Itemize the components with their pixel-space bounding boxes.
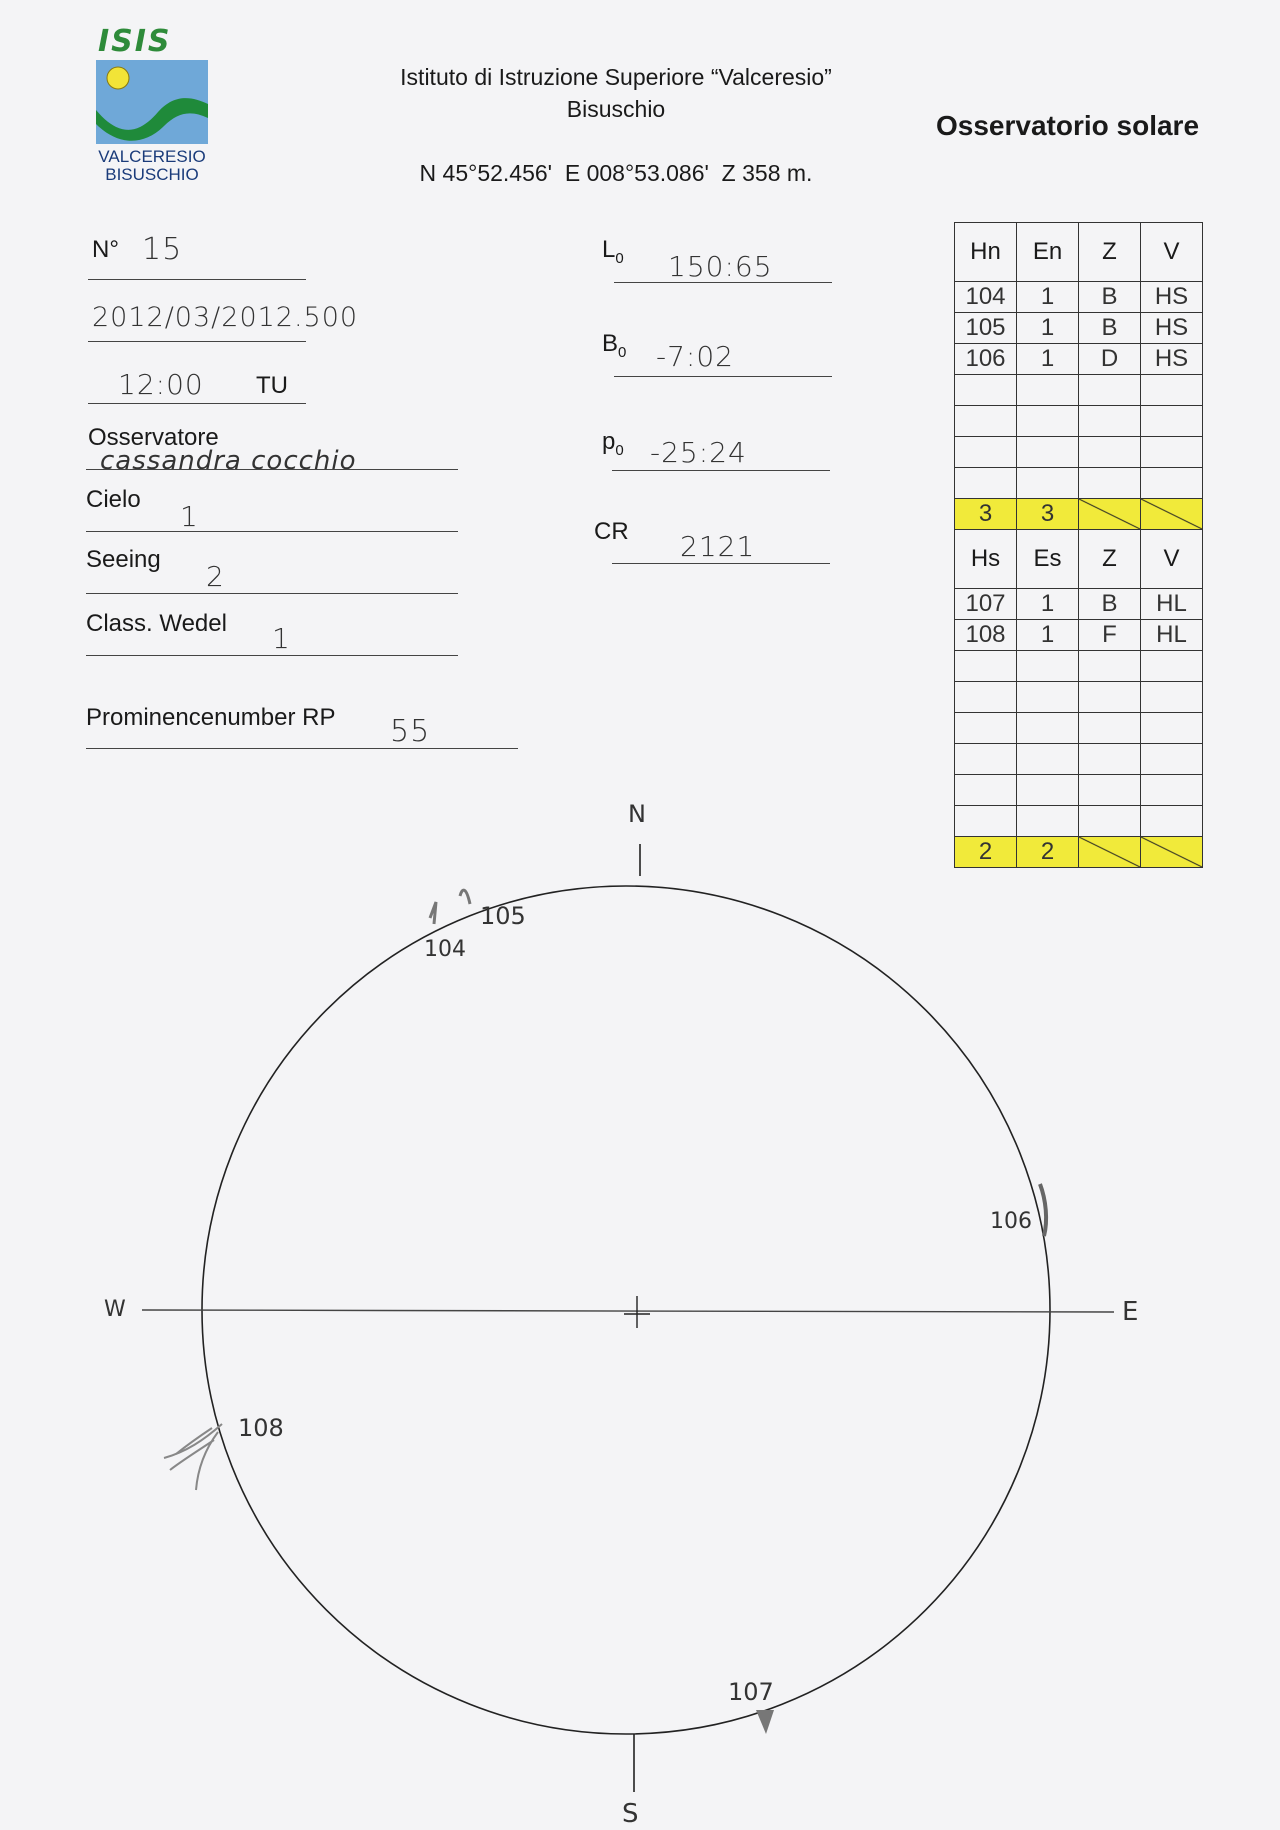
- b0-label: $B_0$: [602, 330, 627, 361]
- cell: 1: [1017, 313, 1079, 344]
- time-value: 12:00: [118, 368, 204, 401]
- sky-value: 1: [180, 500, 199, 533]
- observer-label: Osservatore: [88, 424, 219, 451]
- sky-label: Cielo: [86, 486, 141, 513]
- west-letter: W: [104, 1297, 126, 1322]
- number-value: 15: [142, 232, 183, 267]
- town-name: Bisuschio: [566, 96, 666, 122]
- cr-label: CR: [594, 518, 629, 545]
- prominence-105-mark: [460, 890, 470, 904]
- south-letter: S: [622, 1799, 639, 1829]
- cell: B: [1079, 282, 1141, 313]
- logo-caption: VALCERESIO BISUSCHIO: [98, 147, 206, 184]
- cell: HS: [1141, 313, 1203, 344]
- prominence-106-mark: [1040, 1184, 1046, 1236]
- wedel-value: 1: [272, 622, 291, 655]
- p0-label: $p_0$: [602, 428, 624, 459]
- east-letter: E: [1122, 1297, 1139, 1327]
- label-106: 106: [990, 1209, 1032, 1234]
- cell: B: [1079, 313, 1141, 344]
- cr-value: 2121: [680, 530, 756, 563]
- cell: 1: [1017, 282, 1079, 313]
- institute-name: Istituto di Istruzione Superiore “Valceresio”: [400, 64, 832, 90]
- header-v-south: V: [1141, 530, 1203, 589]
- page-title: Osservatorio solare: [936, 110, 1200, 141]
- total-es: 2: [1017, 837, 1079, 868]
- time-unit: TU: [256, 372, 288, 399]
- cell: 1: [1017, 344, 1079, 375]
- header-es: Es: [1017, 530, 1079, 589]
- cell: HL: [1141, 620, 1203, 651]
- p0-value: -25:24: [650, 436, 747, 469]
- observer-value: cassandra cocchio: [100, 446, 357, 476]
- cell: 104: [955, 282, 1017, 313]
- date-value: 2012/03/2012.500: [92, 302, 359, 333]
- l0-label: $L_0$: [602, 236, 624, 267]
- b0-value: -7:02: [656, 340, 734, 373]
- label-107: 107: [728, 1678, 774, 1706]
- wedel-label: Class. Wedel: [86, 610, 227, 637]
- rp-value: 55: [390, 714, 431, 749]
- cell: 105: [955, 313, 1017, 344]
- north-letter: N: [628, 800, 646, 828]
- cell: HS: [1141, 344, 1203, 375]
- l0-value: 150:65: [668, 250, 773, 283]
- number-label: N°: [92, 236, 119, 263]
- coordinates: N 45°52.456' E 008°53.086' Z 358 m.: [419, 160, 813, 186]
- cell: 107: [955, 589, 1017, 620]
- label-105: 105: [480, 902, 526, 930]
- label-108: 108: [238, 1414, 284, 1442]
- seeing-label: Seeing: [86, 546, 161, 573]
- cell: 1: [1017, 589, 1079, 620]
- header-v: V: [1141, 223, 1203, 282]
- header-en: En: [1017, 223, 1079, 282]
- prominence-104-mark: [430, 902, 436, 924]
- logo-isis: ISIS: [98, 24, 172, 59]
- cell: 108: [955, 620, 1017, 651]
- ew-axis: [142, 1310, 1114, 1312]
- prominence-108-mark: [164, 1424, 222, 1490]
- total-en: 3: [1017, 499, 1079, 530]
- cell: 1: [1017, 620, 1079, 651]
- total-hn: 3: [955, 499, 1017, 530]
- rp-label: Prominencenumber RP: [86, 704, 336, 731]
- seeing-value: 2: [206, 560, 225, 593]
- cell: F: [1079, 620, 1141, 651]
- header-hn: Hn: [955, 223, 1017, 282]
- header-z-south: Z: [1079, 530, 1141, 589]
- cell: HS: [1141, 282, 1203, 313]
- label-104: 104: [424, 937, 466, 962]
- header-hs: Hs: [955, 530, 1017, 589]
- prominence-107-mark: [756, 1710, 774, 1734]
- cell: 106: [955, 344, 1017, 375]
- cell: D: [1079, 344, 1141, 375]
- total-hs: 2: [955, 837, 1017, 868]
- cell: B: [1079, 589, 1141, 620]
- header-z: Z: [1079, 223, 1141, 282]
- cell: HL: [1141, 589, 1203, 620]
